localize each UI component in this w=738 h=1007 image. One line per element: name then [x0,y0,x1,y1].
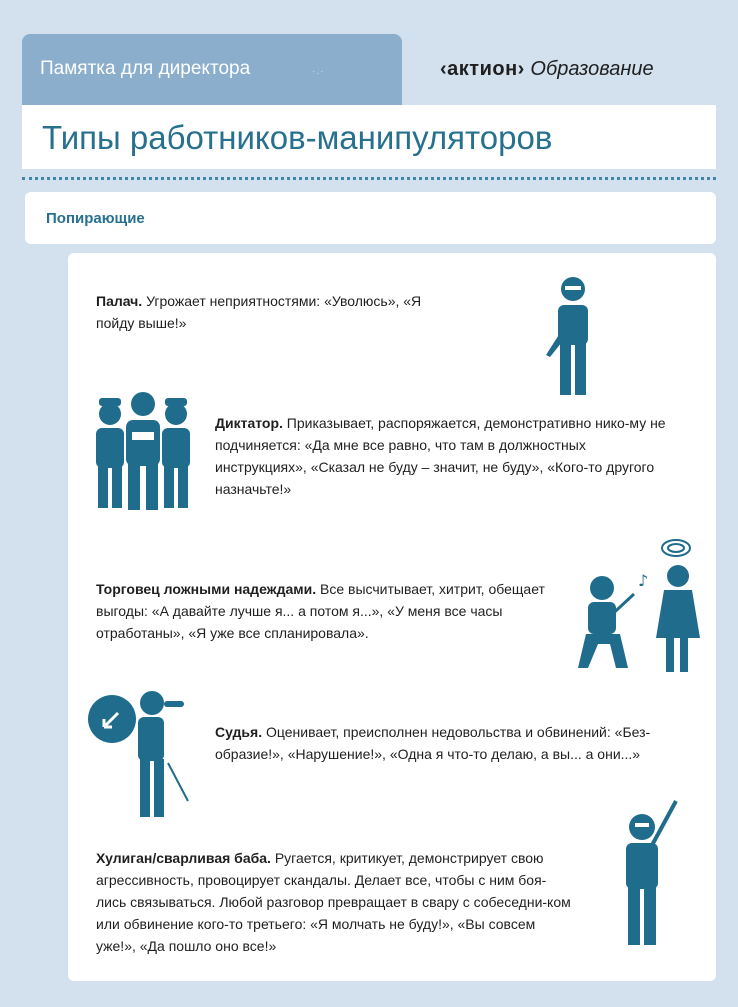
entry-text: Приказывает, распоряжается, демонстративно нико-му не подчиняется: «Да мне все равно, что там в должностных инструкциях», «Сказал не буду – значит, не буду», «Кого-то другого назначьте!» [215,415,666,497]
page-title: Типы работников-манипуляторов [42,119,553,156]
entry-text: Угрожает неприятностями: «Уволюсь», «Я пойду выше!» [96,293,422,331]
section-band [25,192,716,244]
entry-false-hopes-trader [96,578,576,644]
dotted-divider [22,177,716,180]
section-title: Попирающие [46,210,145,227]
header-tab [22,34,402,105]
judge-figure-icon [88,683,198,818]
entry-text: Ругается, критикует, демонстрирует свою агрессивность, провоцирует скандалы. Делает все, чтобы с ним боя-лись связываться. Любой разговор превращает в свару с собеседни-ком или обвинение кого-то третьего: «Я молчать не буду!», «Вы совсем уже!», «Да пошло оно все!» [96,850,571,954]
entry-text: Все высчитывает, хитрит, обещает выгоды: «А давайте лучше я... а потом я...», «У меня все часы отработаны», «Я уже все спланировала». [96,581,545,641]
brand-subtitle: Образование [530,58,654,80]
brand-logo [440,58,654,81]
hooligan-stick-icon [608,793,698,948]
entry-name: Хулиган/сварливая баба. [96,850,271,866]
header-tab-label: Памятка для директора [40,58,251,79]
entry-text: Оценивает, преисполнен недовольства и обвинений: «Без-образие!», «Нарушение!», «Одна я что-то делаю, а вы... а они...» [215,724,651,762]
decorative-dots-icon: ·.· [312,66,325,77]
entry-name: Торговец ложными надеждами. [96,581,317,597]
dictator-group-icon [88,388,198,513]
entry-judge [215,721,685,765]
violinist-woman-icon [576,538,701,673]
executioner-figure-icon [538,275,608,400]
title-band [22,105,716,169]
svg-text:♪: ♪ [638,571,649,590]
content-card [68,253,716,981]
entry-hooligan [96,847,574,957]
entry-executioner [96,290,456,334]
entry-name: Судья. [215,724,263,740]
entry-name: Палач. [96,293,143,309]
entry-dictator [215,412,670,500]
brand-name: ‹актион› [440,58,525,80]
entry-name: Диктатор. [215,415,283,431]
